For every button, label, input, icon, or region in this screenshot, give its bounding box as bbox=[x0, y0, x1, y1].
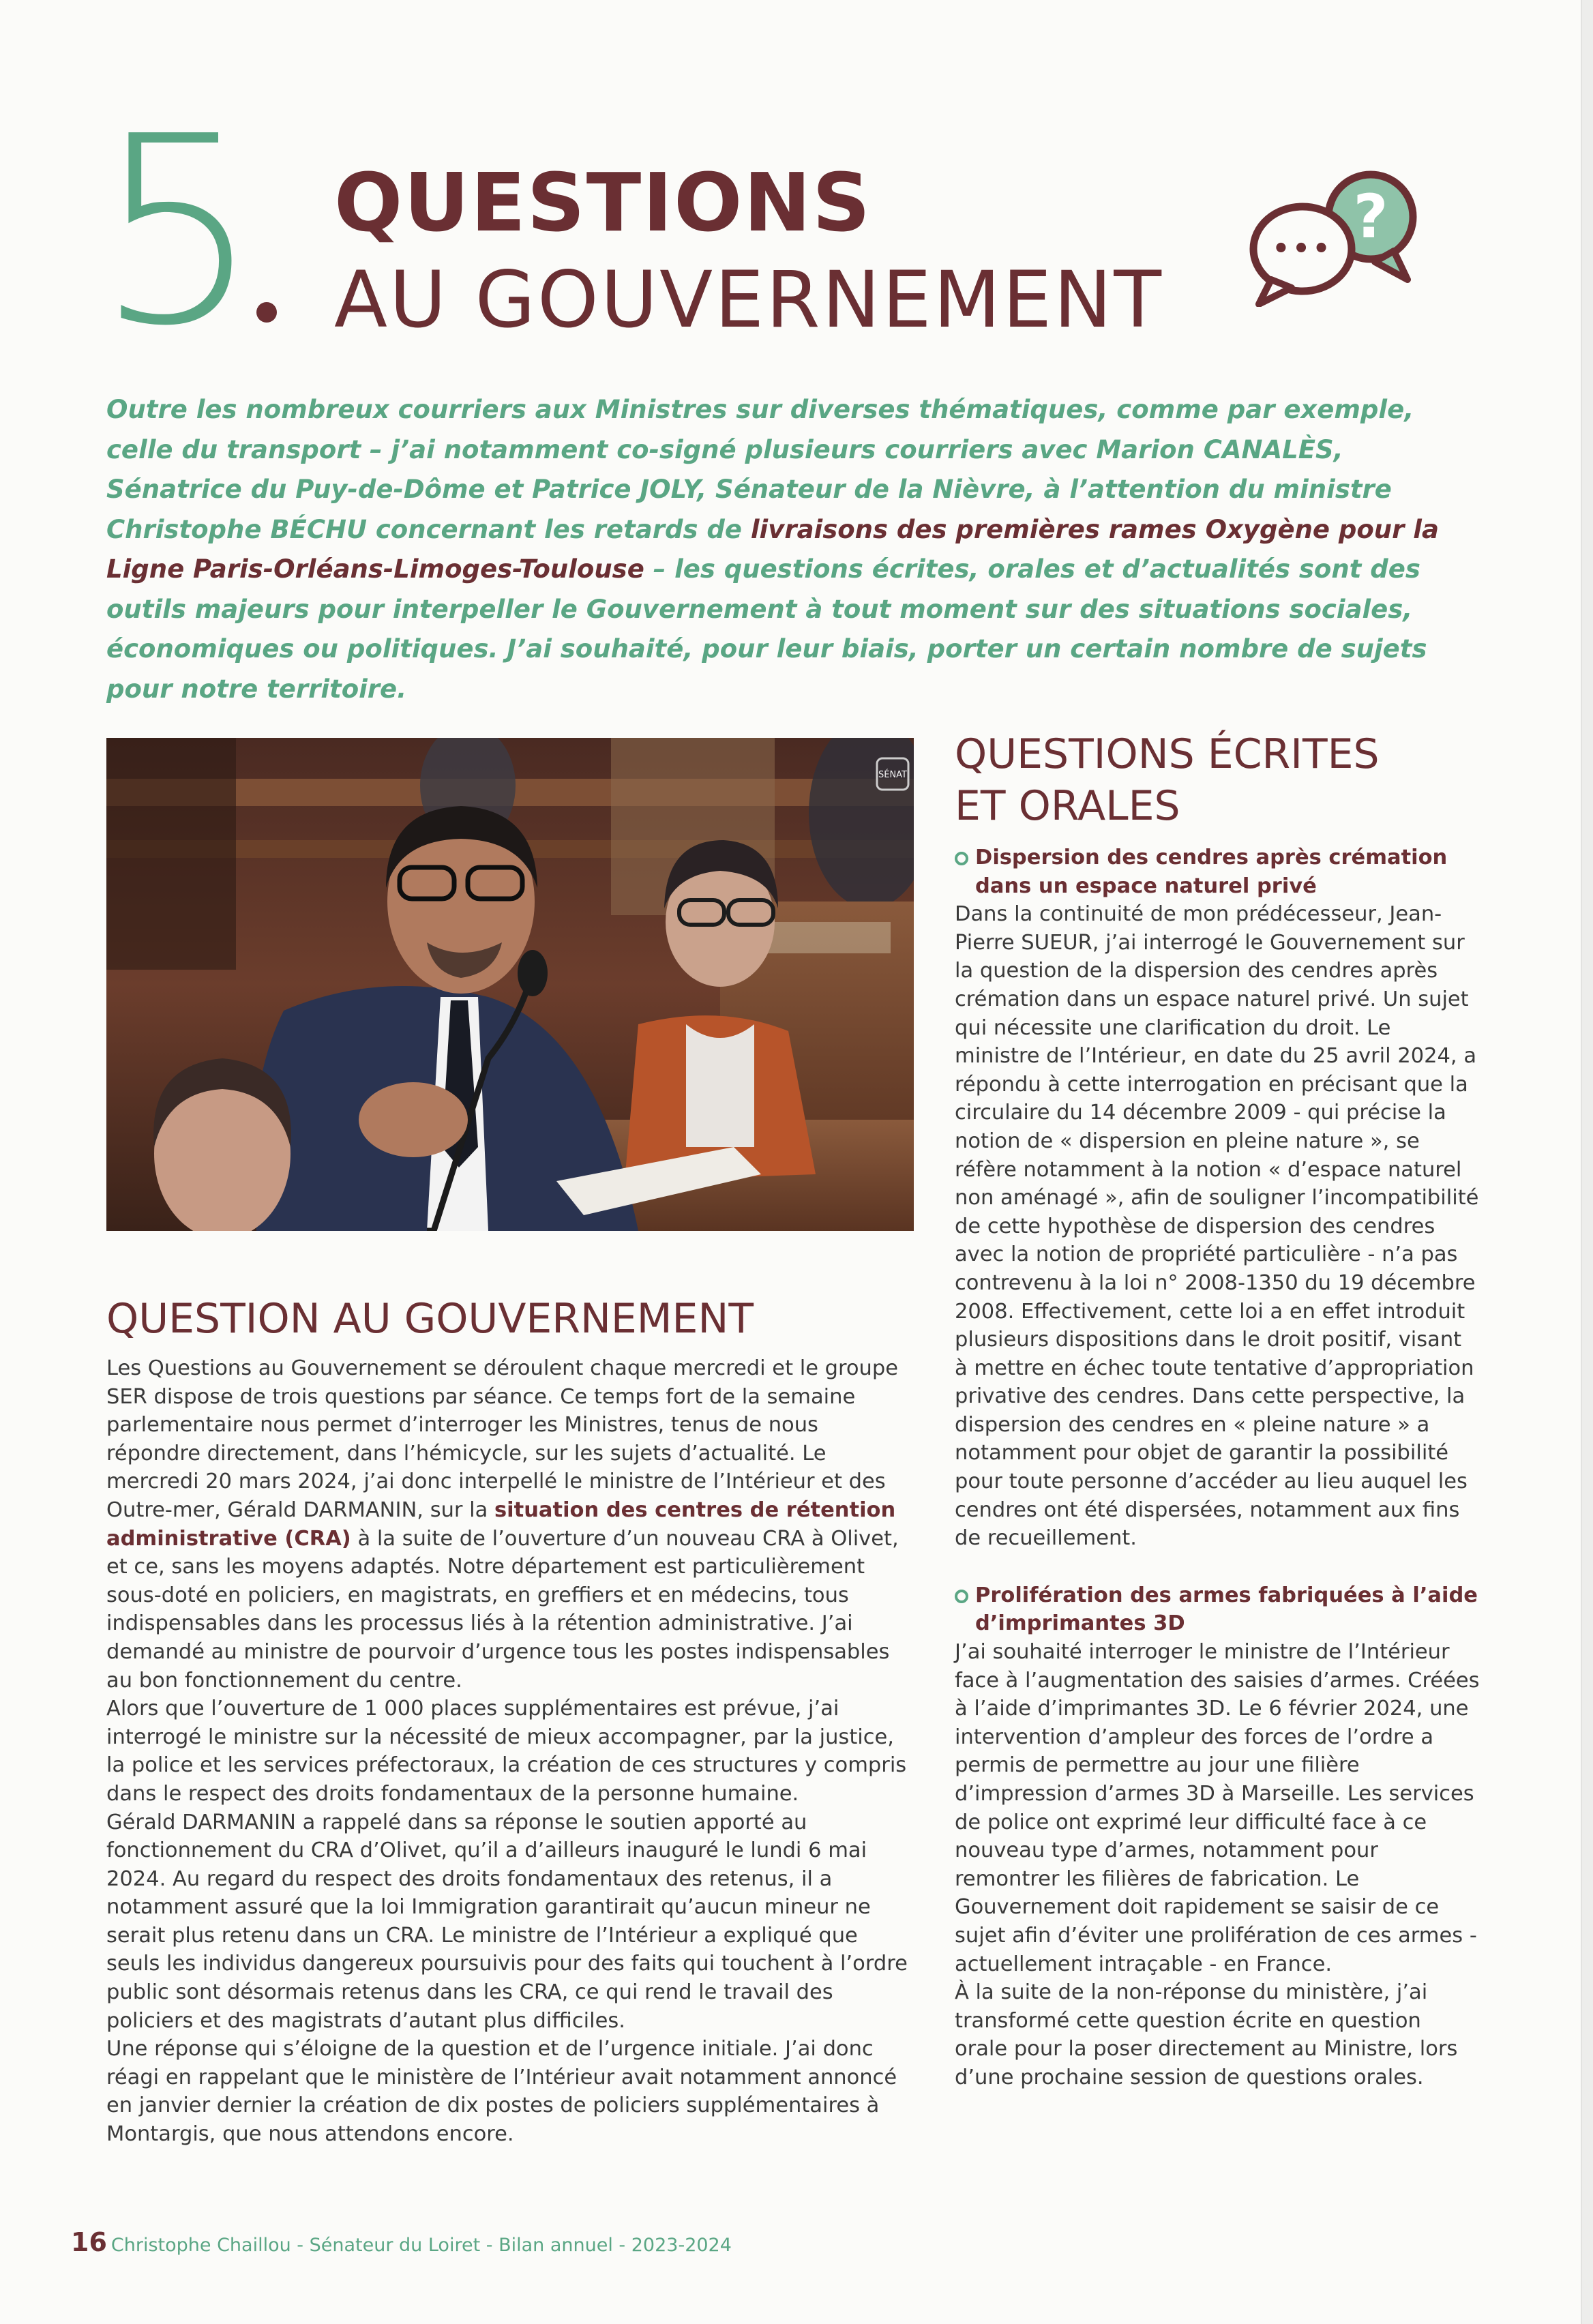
heading-question-au-gouvernement: QUESTION AU GOUVERNEMENT bbox=[106, 1295, 754, 1343]
chapter-number: 5 bbox=[95, 80, 254, 383]
senat-logo-text: SÉNAT bbox=[878, 770, 908, 780]
senate-photo bbox=[106, 738, 914, 1231]
intro-highlight: livraisons des premières rames Oxygène pour la Ligne Paris-Orléans-Limoges-Toulouse bbox=[106, 514, 1439, 584]
chapter-dot bbox=[256, 302, 277, 323]
bullet-icon bbox=[955, 1590, 968, 1603]
footer-text: Christophe Chaillou - Sénateur du Loiret - Bilan annuel - 2023-2024 bbox=[110, 2235, 732, 2256]
heading-questions-ecrites bbox=[955, 728, 1380, 832]
right-column-text bbox=[955, 844, 1480, 2092]
page-edge bbox=[1581, 0, 1593, 2324]
question-2-text: J’ai souhaité interroger le ministre de l’Intérieur face à l’augmentation des saisies d’armes. Créées à l’aide d’imprimantes 3D. Le 6 février 2024, une intervention d’ampleur des forces de l’ordre a permis de permettre au jour une filière d’impression d’armes 3D à Marseille. Les services de police ont exprimé leur difficulté face à ce nouveau type d’armes, notamment pour remontrer les filières de fabrication. Le Gouvernement doit rapidement se saisir de ce sujet afin d’éviter une prolifération de ces armes - actuellement intraçable - en France. bbox=[955, 1640, 1480, 1976]
left-paragraph-1 bbox=[106, 1354, 911, 1695]
question-2-title-text: Prolifération des armes fabriquées à l’aide d’imprimantes 3D bbox=[975, 1583, 1478, 1636]
intro-text-2: – les questions écrites, orales et d’actualités sont des outils majeurs pour interpeller le Gouvernement à tout moment sur des situations sociales, économiques ou politiques. J’ai souhaité, pour leur biais, porter un certain nombre de sujets pour notre territoire. bbox=[106, 554, 1427, 704]
chapter-title-line2: AU GOUVERNEMENT bbox=[334, 254, 1164, 345]
left-p1-text: Les Questions au Gouvernement se déroulent chaque mercredi et le groupe SER dispose de trois questions par séance. Ce temps fort de la semaine parlementaire nous permet d’interroger les Ministres, tenus de nous répondre directement, dans l’hémicycle, sur les sujets d’actualité. Le mercredi 20 mars 2024, j’ai donc interpellé le ministre de l’Intérieur et des Outre-mer, Gérald DARMANIN, sur la bbox=[106, 1356, 898, 1522]
chapter-title-line1: QUESTIONS bbox=[334, 155, 872, 250]
question-1-title-text: Dispersion des cendres après crémation dans un espace naturel privé bbox=[975, 846, 1448, 898]
left-paragraph-3: Gérald DARMANIN a rappelé dans sa réponse le soutien apporté au fonctionnement du CRA d’Olivet, qu’il a d’ailleurs inauguré le lundi 6 mai 2024. Au regard du respect des droits fondamentaux des retenus, il a notamment assuré que la loi Immigration garantirait qu’aucun mineur ne serait plus retenu dans un CRA. Le ministre de l’Intérieur a expliqué que seuls les individus dangereux poursuivis pour des faits qui touchent à l’ordre public sont désormais retenus dans les CRA, ce qui rend le travail des policiers et des magistrats d’autant plus difficiles. bbox=[106, 1810, 908, 2033]
dots-glyph: ••• bbox=[1272, 233, 1333, 265]
heading-questions-ecrites-line2: ET ORALES bbox=[955, 782, 1180, 830]
left-paragraph-2: Alors que l’ouverture de 1 000 places supplémentaires est prévue, j’ai interrogé le ministre sur la nécessité de mieux accompagner, par la justice, la police et les services préfectoraux, la création de ces structures y compris dans le respect des droits fondamentaux de la personne humaine. bbox=[106, 1697, 907, 1806]
question-2-title bbox=[955, 1581, 1480, 1638]
left-p1-text-2: à la suite de l’ouverture d’un nouveau CRA à Olivet, et ce, sans les moyens adaptés. Notre département est particulièrement sous-doté en policiers, en magistrats, en greffiers et en médecins, tous indispensables dans les processus liés à la rétention administrative. J’ai demandé au ministre de pourvoir d’urgence tous les postes indispensables au bon fonctionnement du centre. bbox=[106, 1526, 899, 1693]
intro-text-1: Outre les nombreux courriers aux Ministres sur diverses thématiques, comme par exemple, celle du transport – j’ai notamment co-signé plusieurs courriers avec Marion CANALÈS, Sénatrice du Puy-de-Dôme et Patrice JOLY, Sénateur de la Nièvre, à l’attention du ministre Christophe BÉCHU concernant les retards de bbox=[106, 395, 1414, 544]
intro-paragraph bbox=[106, 390, 1470, 709]
question-1-title bbox=[955, 844, 1480, 900]
speech-bubbles-icon bbox=[1241, 170, 1432, 307]
page-number: 16 bbox=[71, 2227, 107, 2257]
question-2-text-2: À la suite de la non-réponse du ministère, j’ai transformé cette question écrite en question orale pour la poser directement au Ministre, lors d’une prochaine session de questions orales. bbox=[955, 1980, 1458, 2089]
question-1-text: Dans la continuité de mon prédécesseur, Jean-Pierre SUEUR, j’ai interrogé le Gouvernement sur la question de la dispersion des cendres après crémation dans un espace naturel privé. Un sujet qui nécessite une clarification du droit. Le ministre de l’Intérieur, en date du 25 avril 2024, a répondu à cette interrogation en précisant que la circulaire du 14 décembre 2009 - qui précise la notion de « dispersion en pleine nature », se réfère notamment à la notion « d’espace naturel non aménagé », afin de souligner l’incompatibilité de cette hypothèse de dispersion des cendres avec la notion de propriété particulière - n’a pas contrevenu à la loi n° 2008-1350 du 19 décembre 2008. Effectivement, cette loi a en effet introduit plusieurs dispositions dans le droit positif, visant à mettre en échec toute tentative d’appropriation privative des cendres. Dans cette perspective, la dispersion des cendres en « pleine nature » a notamment pour objet de garantir la possibilité pour toute personne d’accéder au lieu auquel les cendres ont été dispersées, notamment aux fins de recueillement. bbox=[955, 902, 1479, 1551]
question-mark-glyph: ? bbox=[1353, 181, 1388, 252]
left-column-text bbox=[106, 1354, 911, 2149]
left-p1-bold: situation des centres de rétention administrative (CRA) bbox=[106, 1498, 896, 1551]
page-footer bbox=[71, 2227, 732, 2258]
heading-questions-ecrites-line1: QUESTIONS ÉCRITES bbox=[955, 730, 1380, 778]
bullet-icon bbox=[955, 852, 968, 865]
left-paragraph-4: Une réponse qui s’éloigne de la question et de l’urgence initiale. J’ai donc réagi en rappelant que le ministère de l’Intérieur avait notamment annoncé en janvier dernier la création de dix postes de policiers supplémentaires à Montargis, que nous attendons encore. bbox=[106, 2037, 897, 2147]
